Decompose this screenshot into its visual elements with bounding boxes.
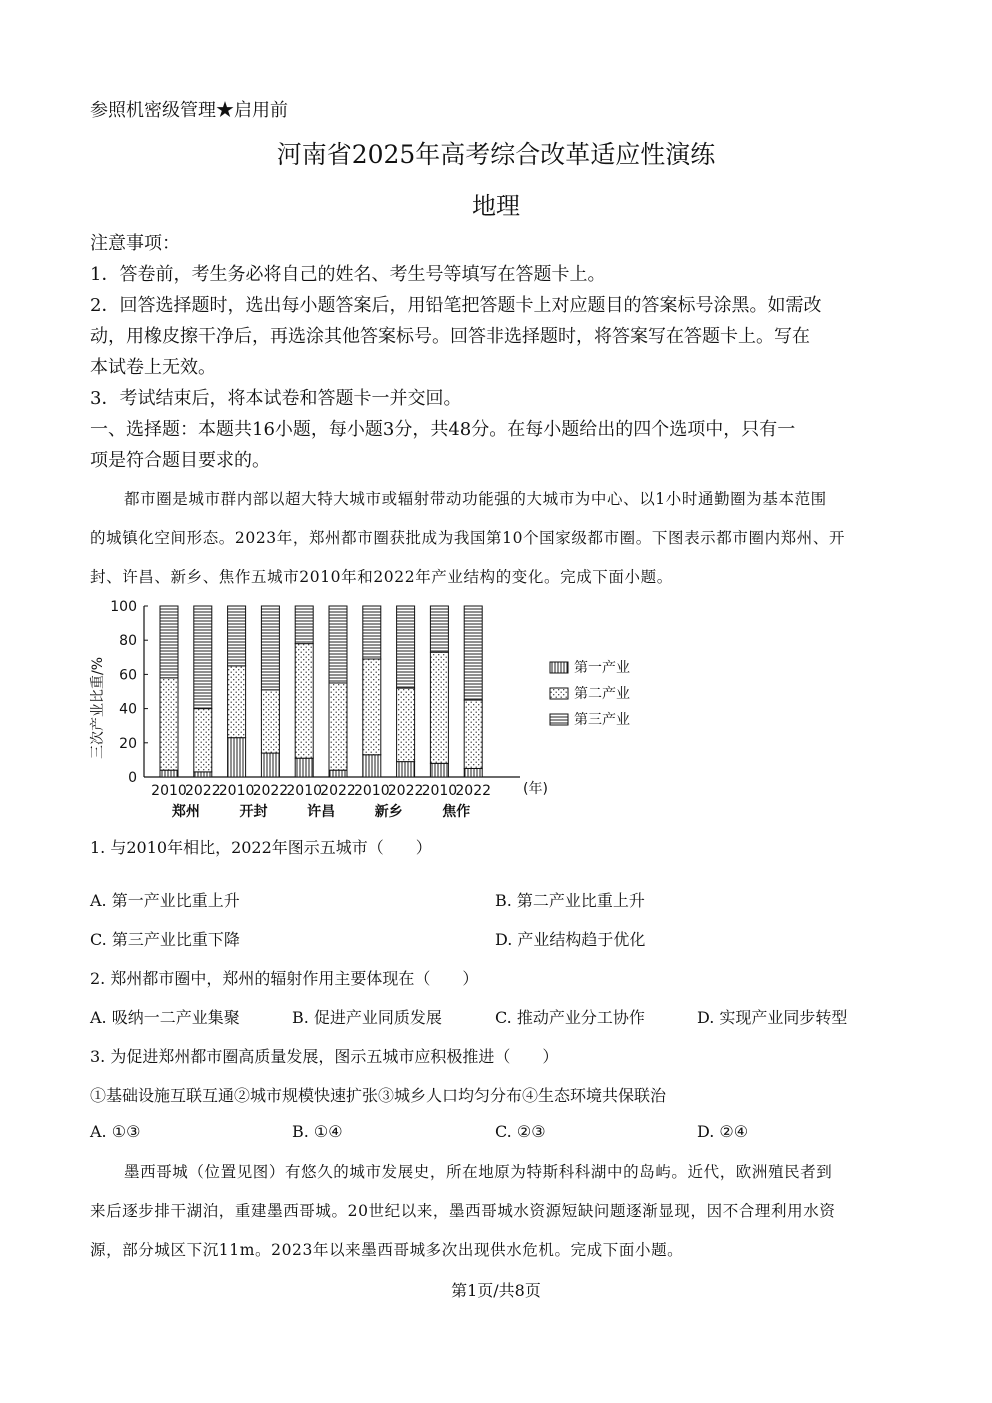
city-label: 焦作 bbox=[442, 804, 471, 820]
question-2-option-d[interactable]: D. 实现产业同步转型 bbox=[697, 1008, 848, 1027]
question-2-option-a[interactable]: A. 吸纳一二产业集聚 bbox=[90, 1008, 240, 1027]
question-2-option-c[interactable]: C. 推动产业分工协作 bbox=[495, 1008, 645, 1027]
x-tick-label: 2010 bbox=[151, 783, 187, 799]
notes-item-2-line-3: 本试卷上无效。 bbox=[90, 357, 216, 378]
question-1-stem: 1. 与2010年相比，2022年图示五城市（ ） bbox=[90, 838, 432, 857]
legend-swatch bbox=[550, 662, 568, 673]
bar-segment bbox=[194, 772, 212, 777]
question-3-option-a[interactable]: A. ①③ bbox=[90, 1122, 141, 1141]
question-1-option-d[interactable]: D. 产业结构趋于优化 bbox=[495, 930, 646, 949]
x-tick-label: 2010 bbox=[421, 783, 458, 799]
question-1-option-a[interactable]: A. 第一产业比重上升 bbox=[90, 891, 240, 910]
y-tick-label: 0 bbox=[128, 770, 137, 786]
notes-item-2-line-2: 动，用橡皮擦干净后，再选涂其他答案标号。回答非选择题时，将答案写在答题卡上。写在 bbox=[90, 326, 810, 347]
bar-segment bbox=[397, 606, 415, 688]
bar-segment bbox=[430, 763, 448, 777]
question-3-option-c[interactable]: C. ②③ bbox=[495, 1122, 546, 1141]
x-tick-label: 2022 bbox=[455, 783, 492, 799]
question-2-option-b[interactable]: B. 促进产业同质发展 bbox=[292, 1008, 442, 1027]
y-axis-label: 三次产业比重/% bbox=[90, 656, 106, 760]
passage-2-line-3: 源，部分城区下沉11m。2023年以来墨西哥城多次出现供水危机。完成下面小题。 bbox=[90, 1241, 684, 1259]
y-tick-label: 100 bbox=[110, 599, 137, 615]
legend-swatch bbox=[550, 714, 568, 725]
question-1-option-c[interactable]: C. 第三产业比重下降 bbox=[90, 930, 240, 949]
bar-segment bbox=[397, 762, 415, 777]
bar-segment bbox=[295, 606, 313, 644]
question-1-option-b[interactable]: B. 第二产业比重上升 bbox=[495, 891, 645, 910]
subject-title: 地理 bbox=[472, 192, 520, 220]
passage-1-line-3: 封、许昌、新乡、焦作五城市2010年和2022年产业结构的变化。完成下面小题。 bbox=[90, 568, 673, 586]
question-2-stem: 2. 郑州都市圈中，郑州的辐射作用主要体现在（ ） bbox=[90, 969, 479, 988]
city-label: 新乡 bbox=[374, 804, 403, 820]
section-1-line-1: 一、选择题：本题共16小题，每小题3分，共48分。在每小题给出的四个选项中，只有一 bbox=[90, 419, 796, 440]
bar-segment bbox=[295, 644, 313, 759]
question-3-option-b[interactable]: B. ①④ bbox=[292, 1122, 343, 1141]
bar-segment bbox=[464, 768, 482, 777]
passage-1-line-2: 的城镇化空间形态。2023年，郑州都市圈获批成为我国第10个国家级都市圈。下图表示都市圈内郑州、开 bbox=[90, 529, 846, 547]
city-label: 郑州 bbox=[171, 804, 200, 820]
bar-segment bbox=[464, 606, 482, 700]
legend-label: 第二产业 bbox=[574, 686, 630, 702]
bar-segment bbox=[228, 666, 246, 738]
passage-2-line-2: 来后逐步排干湖泊，重建墨西哥城。20世纪以来，墨西哥城水资源短缺问题逐渐显现，因不合理利用水资 bbox=[90, 1202, 836, 1220]
section-1-line-2: 项是符合题目要求的。 bbox=[90, 450, 270, 471]
bar-segment bbox=[194, 606, 212, 709]
notes-heading: 注意事项： bbox=[90, 233, 180, 254]
page-number: 第1页/共8页 bbox=[451, 1281, 541, 1300]
bar-segment bbox=[363, 606, 381, 659]
bar-segment bbox=[295, 758, 313, 777]
notes-item-2-line-1: 2．回答选择题时，选出每小题答案后，用铅笔把答题卡上对应题目的答案标号涂黑。如需改 bbox=[90, 295, 822, 316]
bars bbox=[160, 606, 482, 777]
bar-segment bbox=[160, 770, 178, 777]
bar-segment bbox=[430, 652, 448, 763]
bar-segment bbox=[160, 678, 178, 770]
x-tick-label: 2022 bbox=[184, 783, 221, 799]
legend-label: 第一产业 bbox=[574, 660, 630, 676]
notes-item-3: 3．考试结束后，将本试卷和答题卡一并交回。 bbox=[90, 388, 462, 409]
bar-segment bbox=[228, 738, 246, 777]
legend-swatch bbox=[550, 688, 568, 699]
bar-segment bbox=[194, 709, 212, 772]
y-tick-label: 20 bbox=[119, 735, 137, 752]
bar-segment bbox=[329, 606, 347, 683]
passage-2-line-1: 墨西哥城（位置见图）有悠久的城市发展史，所在地原为特斯科科湖中的岛屿。近代，欧洲殖民者到 bbox=[124, 1163, 833, 1181]
passage-1-line-1: 都市圈是城市群内部以超大特大城市或辐射带动功能强的大城市为中心、以1小时通勤圈为基本范围 bbox=[124, 490, 827, 508]
bar-segment bbox=[430, 606, 448, 652]
city-label: 开封 bbox=[239, 804, 268, 820]
confidential-label: 参照机密级管理★启用前 bbox=[90, 100, 288, 121]
y-tick-label: 40 bbox=[119, 701, 137, 718]
industry-structure-chart bbox=[80, 596, 680, 826]
x-tick-label: 2010 bbox=[286, 783, 323, 799]
x-tick-label: 2010 bbox=[218, 783, 255, 799]
x-axis-labels bbox=[151, 783, 491, 820]
bar-segment bbox=[261, 606, 279, 690]
x-tick-label: 2022 bbox=[320, 783, 356, 799]
x-tick-label: 2022 bbox=[387, 783, 424, 799]
legend-label: 第三产业 bbox=[574, 712, 630, 728]
x-tick-label: 2010 bbox=[353, 783, 390, 799]
x-axis-unit: (年) bbox=[523, 781, 548, 797]
question-3-stem: 3. 为促进郑州都市圈高质量发展，图示五城市应积极推进（ ） bbox=[90, 1047, 559, 1066]
bar-segment bbox=[329, 683, 347, 770]
legend bbox=[550, 659, 630, 728]
y-tick-label: 80 bbox=[119, 633, 137, 650]
bar-segment bbox=[329, 770, 347, 777]
bar-segment bbox=[363, 659, 381, 755]
bar-segment bbox=[261, 753, 279, 777]
bar-segment bbox=[363, 755, 381, 777]
x-tick-label: 2022 bbox=[252, 783, 289, 799]
question-3-items: ①基础设施互联互通②城市规模快速扩张③城乡人口均匀分布④生态环境共保联治 bbox=[90, 1086, 667, 1105]
bar-segment bbox=[160, 606, 178, 678]
bar-segment bbox=[261, 690, 279, 753]
bar-segment bbox=[397, 688, 415, 762]
city-label: 许昌 bbox=[307, 804, 336, 820]
bar-segment bbox=[464, 700, 482, 768]
notes-item-1: 1．答卷前，考生务必将自己的姓名、考生号等填写在答题卡上。 bbox=[90, 264, 606, 285]
exam-title: 河南省2025年高考综合改革适应性演练 bbox=[276, 140, 716, 169]
question-3-option-d[interactable]: D. ②④ bbox=[697, 1122, 749, 1141]
bar-segment bbox=[228, 606, 246, 666]
y-tick-label: 60 bbox=[119, 667, 137, 684]
